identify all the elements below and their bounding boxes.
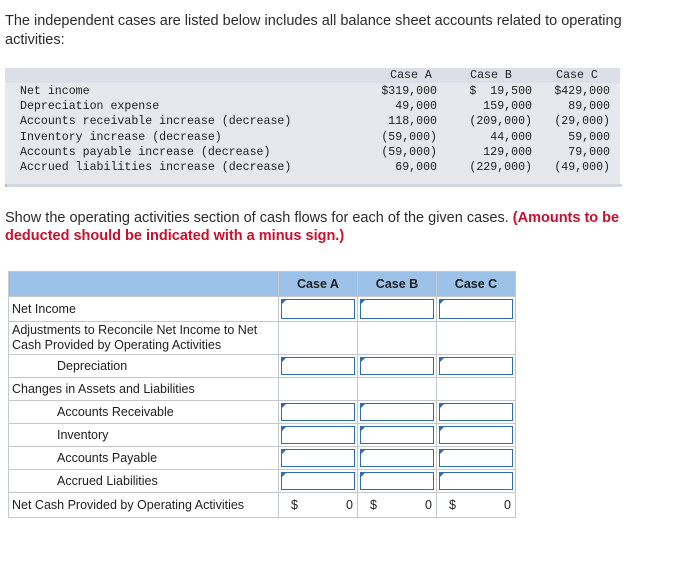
given-cell-case-c: $429,000 [554,85,610,98]
grid-header-blank [9,272,279,297]
currency-symbol: $ [449,498,456,512]
input-accrued-case-a[interactable] [279,470,358,493]
input-net-income-case-c[interactable] [437,297,516,322]
given-header-band [5,68,620,83]
cash-flow-answer-grid [8,271,516,518]
total-value: 0 [425,498,432,512]
given-table-bottom-bar [5,184,622,187]
given-cell-case-b: (209,000) [469,115,532,129]
row-label-net-income: Net Income [9,297,279,322]
given-cell-case-b: 129,000 [483,145,532,159]
input-net-income-case-a[interactable] [279,297,358,322]
row-label-adjustments: Adjustments to Reconcile Net Income to Net Cash Provided by Operating Activities [9,322,279,355]
instruction-text [5,209,645,245]
total-case-a [279,493,358,518]
grid-header-case-a: Case A [279,272,358,297]
row-label-net-cash: Net Cash Provided by Operating Activities [9,493,279,518]
input-depreciation-case-a[interactable] [279,355,358,378]
input-ar-case-a[interactable] [279,401,358,424]
given-row-label: Accounts receivable increase (decrease) [20,115,292,129]
given-cell-case-a: (59,000) [381,145,437,159]
input-ap-case-c[interactable] [437,447,516,470]
given-cell-case-c: 89,000 [568,100,610,114]
given-cell-case-b: 159,000 [483,100,532,114]
currency-symbol: $ [370,498,377,512]
given-cell-case-c: (49,000) [554,161,610,174]
total-case-b [358,493,437,518]
input-depreciation-case-b[interactable] [358,355,437,378]
given-row-label: Depreciation expense [20,100,160,114]
input-inventory-case-b[interactable] [358,424,437,447]
input-ar-case-b[interactable] [358,401,437,424]
given-cell-case-a: 49,000 [395,100,437,114]
given-header-case-a: Case A [390,69,432,82]
input-ap-case-a[interactable] [279,447,358,470]
row-label-accounts-receivable: Accounts Receivable [9,401,279,424]
given-row-label: Inventory increase (decrease) [20,130,222,144]
given-data-table [5,68,620,186]
input-accrued-case-b[interactable] [358,470,437,493]
intro-text: The independent cases are listed below includes all balance sheet accounts related to operating activities: [5,13,622,48]
given-cell-case-b: 44,000 [490,130,532,144]
given-header-case-c: Case C [556,69,598,82]
total-value: 0 [346,498,353,512]
given-cell-case-a: 118,000 [388,115,437,129]
input-ar-case-c[interactable] [437,401,516,424]
grid-header-case-b: Case B [358,272,437,297]
given-cell-case-c: (29,000) [554,115,610,129]
input-net-income-case-b[interactable] [358,297,437,322]
grid-header-case-c: Case C [437,272,516,297]
given-cell-case-b: (229,000) [469,161,532,174]
row-label-changes: Changes in Assets and Liabilities [9,378,279,401]
given-cell-case-b: $ 19,500 [469,85,532,98]
instruction-main: Show the operating activities section of cash flows for each of the given cases. [5,210,513,226]
given-cell-case-a: 69,000 [395,161,437,174]
row-label-depreciation: Depreciation [9,355,279,378]
row-label-inventory: Inventory [9,424,279,447]
given-cell-case-c: 79,000 [568,145,610,159]
input-accrued-case-c[interactable] [437,470,516,493]
given-header-case-b: Case B [470,69,512,82]
given-cell-case-a: $319,000 [381,85,437,98]
input-inventory-case-c[interactable] [437,424,516,447]
given-row-label: Accrued liabilities increase (decrease) [20,161,292,174]
input-depreciation-case-c[interactable] [437,355,516,378]
row-label-accounts-payable: Accounts Payable [9,447,279,470]
given-cell-case-c: 59,000 [568,130,610,144]
currency-symbol: $ [291,498,298,512]
instruction-note: (Amounts to be deducted should be indicated with a minus sign.) [5,210,620,244]
input-ap-case-b[interactable] [358,447,437,470]
row-label-accrued-liabilities: Accrued Liabilities [9,470,279,493]
given-row-label: Accounts payable increase (decrease) [20,145,271,159]
total-case-c [437,493,516,518]
given-cell-case-a: (59,000) [381,130,437,144]
given-row-label: Net income [20,85,90,98]
input-inventory-case-a[interactable] [279,424,358,447]
total-value: 0 [504,498,511,512]
